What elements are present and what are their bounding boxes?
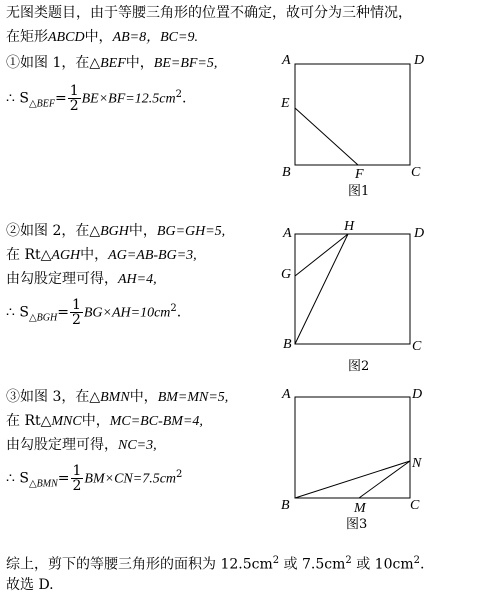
conclusion-sup-3: 2 bbox=[413, 555, 420, 566]
figure-2 bbox=[278, 220, 428, 380]
figure-3 bbox=[278, 384, 428, 539]
fig2-rectangle bbox=[295, 234, 410, 344]
case1-area-end: . bbox=[181, 90, 187, 107]
case3-area-sup: 2 bbox=[176, 469, 183, 480]
case3-area-line: ∴ $S_{\triangle BMN}=$ $\frac{1}{2}$ $BM\times CN=7.5cm^2$ bbox=[6, 463, 183, 495]
case3-marker: ③如图 3，在△ bbox=[6, 389, 101, 405]
case1-area-line: ∴ $S_{\triangle BEF}=$ $\frac{1}{2}$ $BE\times BF=12.5cm^2$. bbox=[6, 83, 187, 115]
fig1-label-b: B bbox=[282, 165, 291, 180]
fig3-label-m: M bbox=[354, 501, 366, 516]
intro-line-1: 无图类题目，由于等腰三角形的位置不确定，故可分为三种情况， bbox=[6, 5, 412, 21]
case1-line-1 bbox=[6, 54, 217, 73]
case3-line-3 bbox=[6, 436, 157, 455]
intro-line-2 bbox=[6, 28, 198, 47]
fig1-label-c: C bbox=[411, 165, 421, 180]
fig3-label-a: A bbox=[282, 387, 291, 402]
case2-area-prefix: ∴ S bbox=[6, 304, 29, 321]
case2-area-sub: △BGH bbox=[28, 312, 58, 324]
case2-area-line: ∴ $S_{\triangle BGH}=$ $\frac{1}{2}$ $BG\times AH=10cm^2$. bbox=[6, 297, 182, 329]
case3-line-2 bbox=[6, 412, 203, 431]
case2-equation: BG=GH=5, bbox=[156, 224, 226, 239]
fig3-label-c: C bbox=[410, 498, 420, 513]
case2-rt-equation: AG=AB-BG=3, bbox=[108, 248, 197, 263]
case3-mid: 中， bbox=[129, 389, 158, 405]
fig1-segment-ef bbox=[295, 108, 358, 165]
rect-name: ABCD bbox=[48, 30, 85, 45]
fig2-segment-bh bbox=[295, 234, 348, 344]
figure-1 bbox=[278, 48, 428, 208]
case1-mid: 中， bbox=[125, 55, 154, 71]
fig3-label-d: D bbox=[412, 387, 423, 402]
fig2-label-c: C bbox=[412, 339, 422, 354]
conclusion-end: . bbox=[420, 556, 425, 573]
case2-line-3 bbox=[6, 270, 157, 289]
fig2-label-b: B bbox=[283, 337, 292, 352]
case1-fraction bbox=[68, 84, 81, 113]
case1-area-rest: BE×BF=12.5cm bbox=[81, 91, 176, 107]
case3-area-rest: BM×CN=7.5cm bbox=[84, 471, 177, 487]
figure-2-drawing bbox=[278, 220, 428, 380]
fig1-caption: 图1 bbox=[348, 184, 370, 199]
intro-mid: 中， bbox=[84, 29, 113, 45]
case1-equation: BE=BF=5, bbox=[153, 56, 218, 71]
case3-area-prefix: ∴ S bbox=[6, 470, 29, 487]
fig1-label-e: E bbox=[281, 96, 290, 111]
case2-rt-mid: 中， bbox=[80, 247, 109, 263]
fig3-label-n: N bbox=[412, 456, 422, 471]
conclusion-sup-1: 2 bbox=[272, 555, 280, 566]
case2-line-2 bbox=[6, 246, 197, 265]
fig2-caption: 图2 bbox=[348, 359, 370, 374]
case2-rt-pre: 在 Rt△ bbox=[6, 247, 52, 263]
case1-frac-num: 1 bbox=[69, 83, 79, 100]
conclusion-or-2: 或 10cm bbox=[351, 556, 414, 573]
case3-rt-mid: 中， bbox=[81, 413, 110, 429]
case1-area-prefix: ∴ S bbox=[6, 90, 29, 107]
case1-marker: ①如图 1，在△ bbox=[6, 55, 101, 71]
case2-pythag-eq: AH=4, bbox=[118, 272, 157, 287]
case3-pythag-eq: NC=3, bbox=[118, 438, 157, 453]
fig3-segment-bn bbox=[295, 461, 410, 498]
fig3-rectangle bbox=[295, 397, 410, 498]
fig2-label-a: A bbox=[283, 226, 292, 241]
conclusion-line-2: 故选 D. bbox=[6, 577, 54, 593]
case2-mid: 中， bbox=[128, 223, 157, 239]
case3-area-sub: △BMN bbox=[28, 478, 58, 490]
case2-pythag: 由勾股定理可得， bbox=[6, 271, 118, 287]
case2-area-end: . bbox=[176, 304, 182, 321]
case3-equation: BM=MN=5, bbox=[157, 390, 229, 405]
case3-line-1 bbox=[6, 388, 228, 407]
conclusion-sup-2: 2 bbox=[345, 555, 352, 566]
case3-pythag: 由勾股定理可得， bbox=[6, 437, 118, 453]
case2-rt-triangle: AGH bbox=[51, 248, 81, 263]
conclusion-or-1: 或 7.5cm bbox=[279, 556, 346, 573]
case1-area-sup: 2 bbox=[175, 89, 182, 100]
fig1-rectangle bbox=[295, 64, 410, 165]
case1-triangle: BEF bbox=[100, 56, 126, 71]
fig2-label-h: H bbox=[344, 219, 355, 234]
case2-area-rest: BG×AH=10cm bbox=[83, 305, 171, 321]
case3-fraction bbox=[71, 464, 84, 493]
case2-frac-num: 1 bbox=[71, 297, 81, 314]
intro-text: 在矩形 bbox=[6, 29, 48, 45]
case3-rt-triangle: MNC bbox=[51, 414, 82, 429]
case3-rt-pre: 在 Rt△ bbox=[6, 413, 52, 429]
case3-triangle: BMN bbox=[100, 390, 130, 405]
case2-line-1 bbox=[6, 222, 225, 241]
case2-fraction bbox=[70, 298, 83, 327]
case1-area-sub: △BEF bbox=[28, 98, 55, 110]
case2-triangle: BGH bbox=[100, 224, 129, 239]
fig3-caption: 图3 bbox=[346, 517, 368, 532]
conclusion-text: 综上，剪下的等腰三角形的面积为 12.5cm bbox=[6, 556, 273, 573]
figure-3-drawing bbox=[278, 384, 428, 539]
fig1-label-a: A bbox=[282, 53, 291, 68]
fig2-label-d: D bbox=[414, 226, 425, 241]
case3-frac-num: 1 bbox=[72, 463, 82, 480]
conclusion-line-1 bbox=[6, 552, 424, 574]
bc-value: BC=9. bbox=[160, 30, 198, 45]
ab-value: AB=8， bbox=[112, 30, 161, 45]
case1-frac-den: 2 bbox=[69, 98, 79, 115]
case2-frac-den: 2 bbox=[71, 312, 81, 329]
fig1-label-f: F bbox=[355, 167, 364, 182]
fig3-label-b: B bbox=[281, 498, 290, 513]
fig1-label-d: D bbox=[414, 53, 425, 68]
fig3-segment-mn bbox=[359, 461, 410, 498]
case2-marker: ②如图 2，在△ bbox=[6, 223, 101, 239]
case3-frac-den: 2 bbox=[72, 478, 82, 495]
fig2-segment-gh bbox=[295, 234, 348, 276]
fig2-label-g: G bbox=[281, 267, 292, 282]
case3-rt-equation: MC=BC-BM=4, bbox=[109, 414, 203, 429]
case2-area-sup: 2 bbox=[170, 303, 177, 314]
